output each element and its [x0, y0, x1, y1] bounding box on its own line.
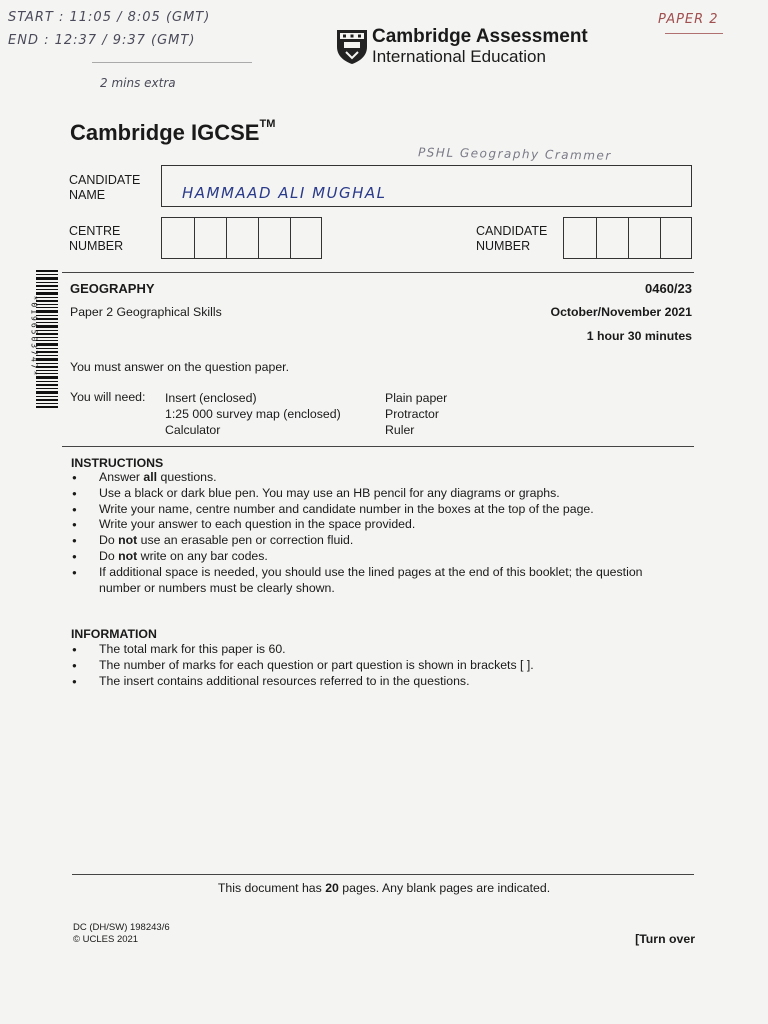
needed-item: 1:25 000 survey map (enclosed)	[165, 407, 341, 421]
needed-item: Ruler	[385, 423, 415, 437]
centre-number-cell	[290, 218, 291, 258]
barcode-text: *0196503747*	[29, 295, 39, 378]
instruction-item: ● Do not use an erasable pen or correction fluid.	[71, 533, 671, 549]
instruction-item: ● If additional space is needed, you should use the lined pages at the end of this booklet; the question number or numbers must be clearly shown.	[71, 565, 671, 597]
divider-middle	[62, 446, 694, 447]
candidate-name-label-line2: NAME	[69, 188, 106, 202]
candidate-number-field[interactable]	[563, 217, 692, 259]
copyright: © UCLES 2021	[73, 934, 139, 945]
exam-session: October/November 2021	[550, 305, 692, 319]
needed-items-col2	[385, 390, 447, 438]
subject-title: GEOGRAPHY	[70, 281, 155, 296]
candidate-number-cell	[660, 218, 661, 258]
divider-footer	[72, 874, 694, 875]
document-ref-code: DC (DH/SW) 198243/6	[73, 922, 170, 933]
handwritten-paper-label: PAPER 2	[658, 12, 719, 27]
barcode	[26, 270, 60, 410]
paper-underline	[665, 33, 723, 34]
logo-line2: International Education	[372, 47, 546, 66]
candidate-name-label	[69, 173, 140, 203]
centre-number-label	[69, 224, 123, 254]
needed-item: Protractor	[385, 407, 439, 421]
candidate-number-cell	[596, 218, 597, 258]
instruction-item: ● Write your name, centre number and candidate number in the boxes at the top of the page.	[71, 502, 671, 518]
title-text: Cambridge IGCSE	[70, 120, 260, 145]
information-heading: INFORMATION	[71, 627, 157, 641]
instruction-item: ● Write your answer to each question in the space provided.	[71, 517, 671, 533]
handwritten-start-note: START : 11:05 / 8:05 (GMT)	[8, 10, 211, 25]
paper-code: 0460/23	[645, 281, 692, 296]
instructions-list	[71, 470, 671, 596]
instruction-item: ● Answer all questions.	[71, 470, 671, 486]
candidate-name-label-line1: CANDIDATE	[69, 173, 141, 187]
instruction-item: ● Do not write on any bar codes.	[71, 549, 671, 565]
needed-item: Plain paper	[385, 391, 448, 405]
page-count-note: This document has 20 pages. Any blank pages are indicated.	[217, 881, 551, 895]
cambridge-shield-icon	[336, 29, 368, 65]
centre-number-cell	[226, 218, 227, 258]
information-list	[71, 642, 671, 689]
title-trademark: TM	[259, 118, 276, 130]
document-reference	[73, 922, 170, 946]
handwritten-extra-note: 2 mins extra	[100, 76, 176, 90]
instructions-heading: INSTRUCTIONS	[71, 456, 164, 470]
handwritten-end-note: END : 12:37 / 9:37 (GMT)	[8, 33, 196, 48]
page-title	[70, 120, 275, 146]
centre-number-label-line1: CENTRE	[69, 224, 121, 238]
you-will-need-label: You will need:	[70, 390, 146, 404]
needed-items-col1	[165, 390, 341, 438]
centre-number-cell	[194, 218, 195, 258]
exam-duration: 1 hour 30 minutes	[586, 329, 692, 343]
candidate-number-label-line2: NUMBER	[476, 239, 531, 253]
needed-item: Insert (enclosed)	[165, 391, 257, 405]
paper-title: Paper 2 Geographical Skills	[70, 305, 222, 319]
candidate-number-cell	[628, 218, 629, 258]
logo-line1: Cambridge Assessment	[372, 26, 588, 47]
candidate-name-field[interactable]	[161, 165, 692, 207]
handwritten-watermark: PSHL Geography Crammer	[417, 145, 612, 163]
centre-number-cell	[258, 218, 259, 258]
candidate-number-label	[476, 224, 547, 254]
information-item: ● The total mark for this paper is 60.	[71, 642, 671, 658]
divider-top	[62, 272, 694, 273]
instruction-item: ● Use a black or dark blue pen. You may use an HB pencil for any diagrams or graphs.	[71, 486, 671, 502]
information-item: ● The insert contains additional resources referred to in the questions.	[71, 674, 671, 690]
candidate-number-label-line1: CANDIDATE	[476, 224, 548, 238]
answer-note: You must answer on the question paper.	[70, 360, 289, 374]
handwritten-underline	[92, 62, 252, 63]
candidate-name-value: HAMMAAD ALI MUGHAL	[182, 184, 387, 202]
information-item: ● The number of marks for each question or part question is shown in brackets [ ].	[71, 658, 671, 674]
turn-over: [Turn over	[635, 932, 695, 946]
needed-item: Calculator	[165, 423, 221, 437]
centre-number-label-line2: NUMBER	[69, 239, 124, 253]
centre-number-field[interactable]	[161, 217, 322, 259]
